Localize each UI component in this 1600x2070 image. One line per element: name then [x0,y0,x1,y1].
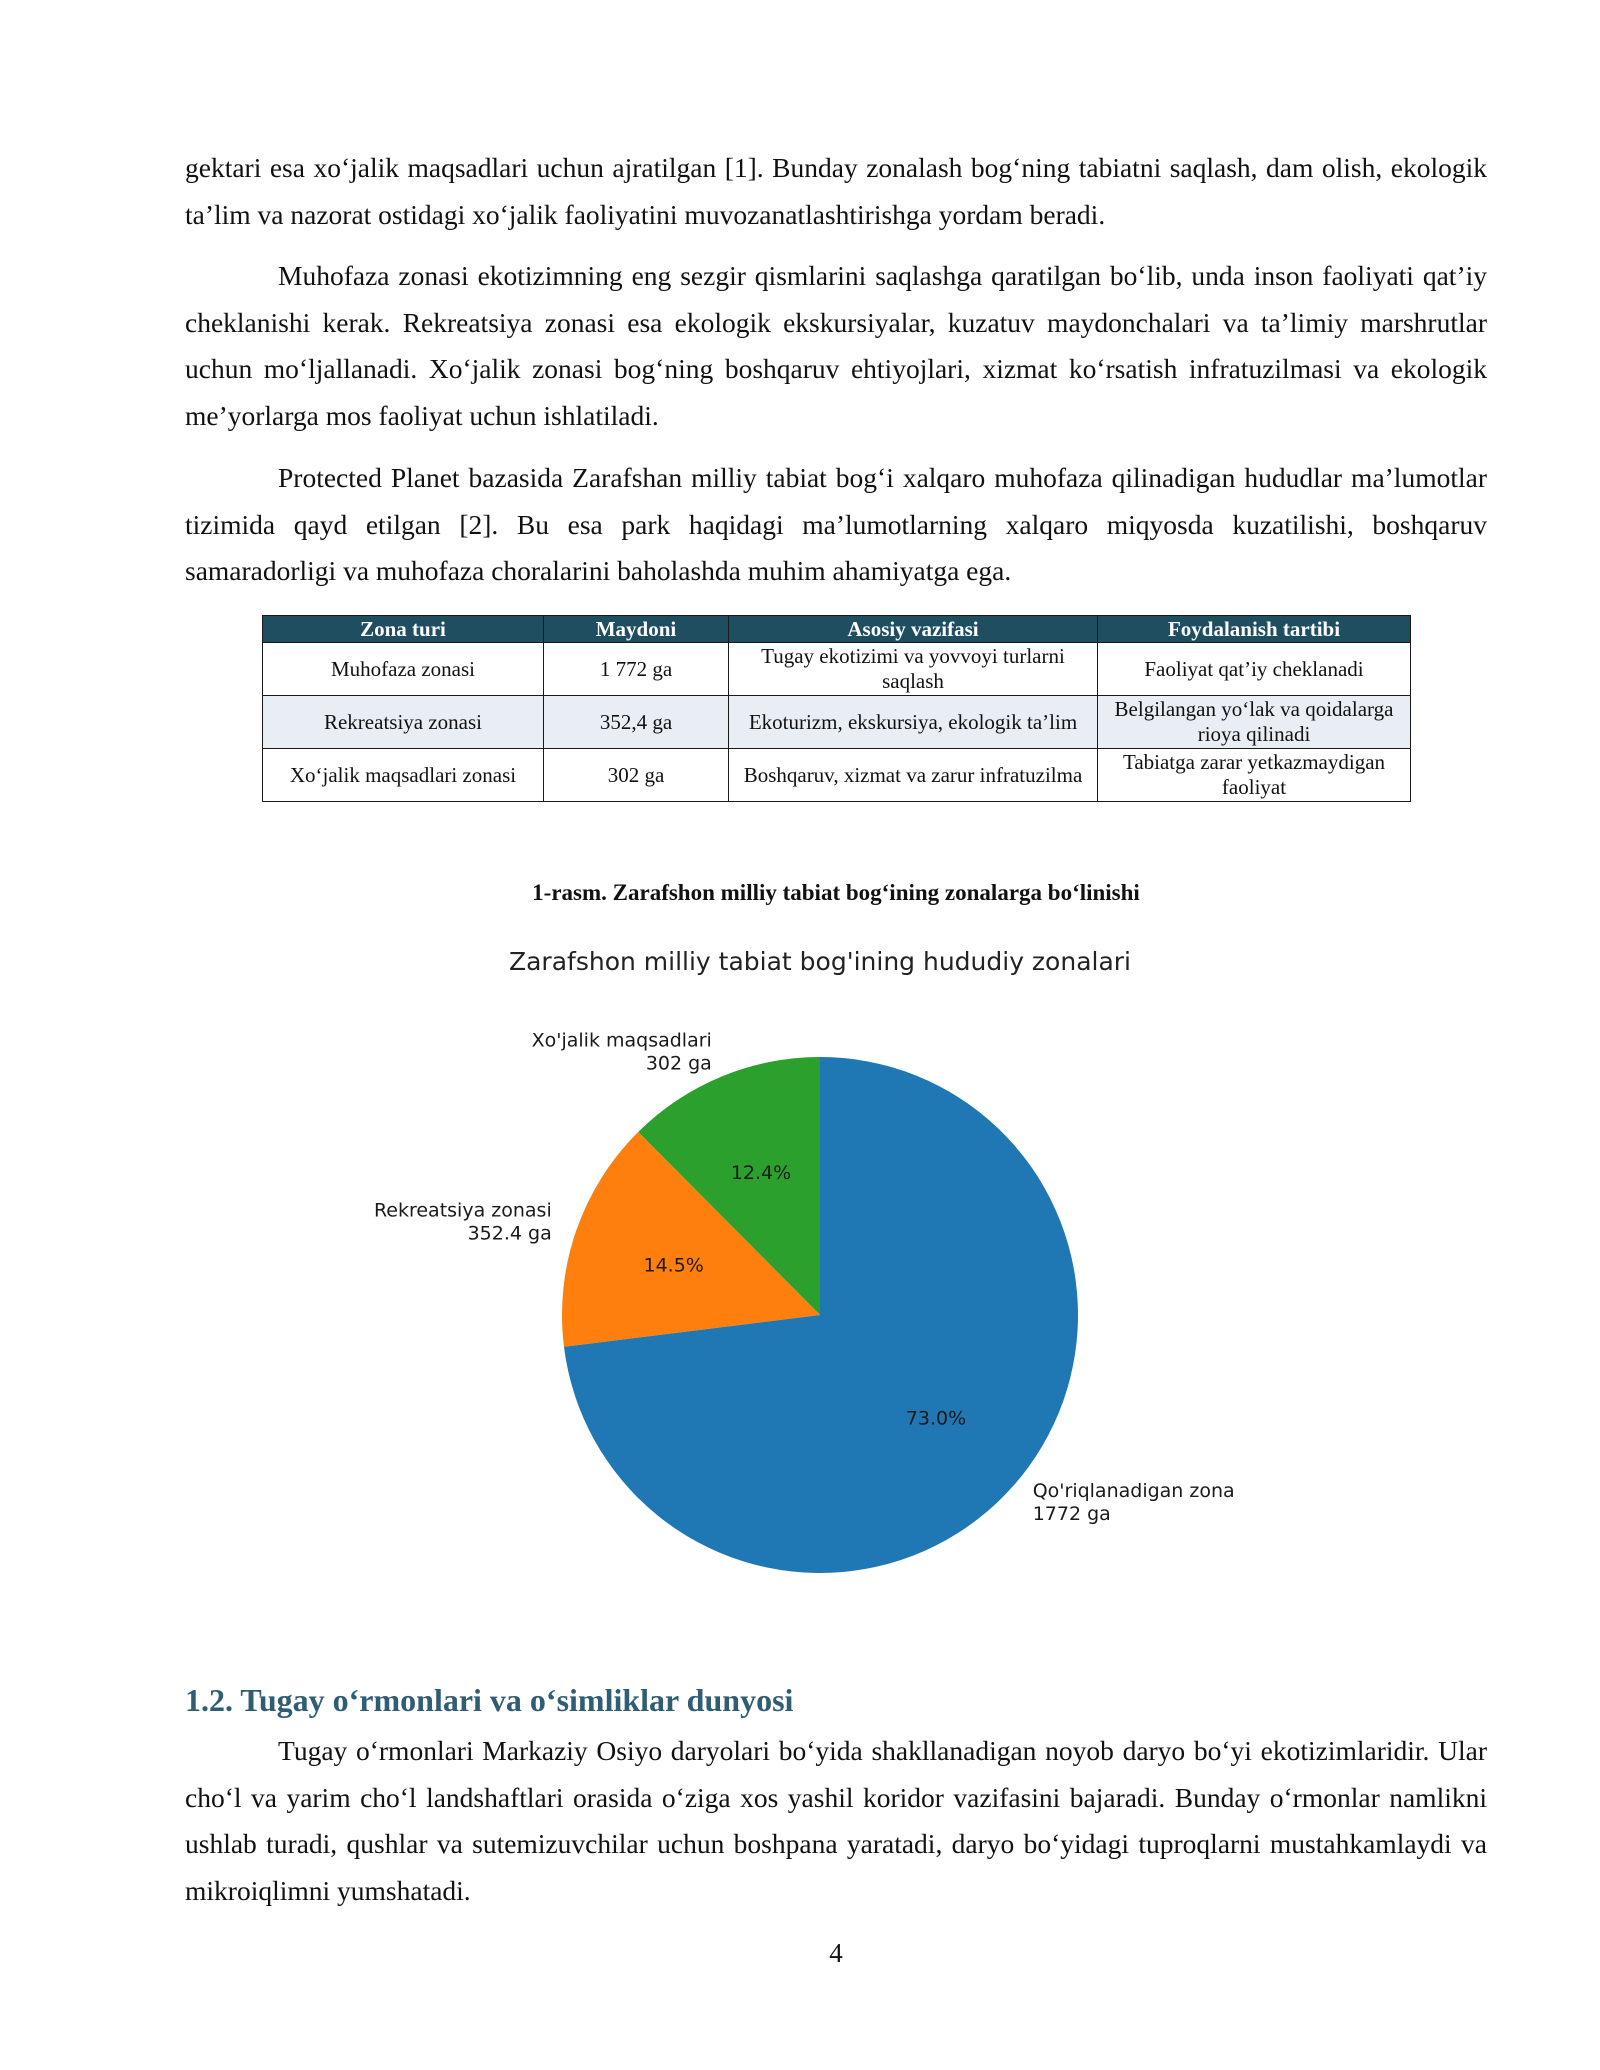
table-header-usage-regime: Foydalanish tartibi [1098,616,1411,643]
table-header-main-function: Asosiy vazifasi [729,616,1098,643]
table-cell: Belgilangan yo‘lak va qoidalarga rioya qilinadi [1098,696,1411,749]
paragraph-protected-planet: Protected Planet bazasida Zarafshan milliy tabiat bog‘i xalqaro muhofaza qilinadigan hududlar ma’lumotlar tizimida qayd etilgan [2]. Bu esa park haqidagi ma’lumotlarning xalqaro miqyosda kuzatilishi, boshqaruv samaradorligi va muhofaza choralarini baholashda muhim ahamiyatga ega. [185,462,1487,586]
pie-slice-label: Rekreatsiya zonasi 352.4 ga [373,1199,552,1245]
paragraph-tugay-forests: Tugay o‘rmonlari Markaziy Osiyo daryolari bo‘yida shakllanadigan noyob daryo bo‘yi ekotizimlaridir. Ular cho‘l va yarim cho‘l landshaftlari orasida o‘ziga xos yashil koridor vazifasini bajaradi. Bunday o‘rmonlar namlikni ushlab turadi, qushlar va sutemizuvchilar uchun boshpana yaratadi, daryo bo‘yidagi tuproqlarni mustahkamlaydi va mikroiqlimni yumshatadi. [185,1735,1487,1906]
table-cell: Faoliyat qat’iy cheklanadi [1098,643,1411,696]
page-number: 4 [829,1938,843,1968]
pie-slice-label: Xo'jalik maqsadlari 302 ga [531,1029,712,1075]
table-row [263,643,1411,696]
pie-percent-label: 12.4% [730,1161,792,1184]
pie-percent-label: 14.5% [643,1254,704,1277]
table-row [263,749,1411,802]
table-header-row [263,616,1411,643]
table-cell: 302 ga [544,749,729,802]
table-cell: 1 772 ga [544,643,729,696]
zones-table [262,615,1411,802]
table-cell: Boshqaruv, xizmat va zarur infratuzilma [729,749,1098,802]
table-cell: Tugay ekotizimi va yovvoyi turlarni saqlash [729,643,1098,696]
table-cell: 352,4 ga [544,696,729,749]
paragraph-zone-functions: Muhofaza zonasi ekotizimning eng sezgir qismlarini saqlashga qaratilgan bo‘lib, unda inson faoliyati qat’iy cheklanishi kerak. Rekreatsiya zonasi esa ekologik ekskursiyalar, kuzatuv maydonchalari va ta’limiy marshrutlar uchun mo‘ljallanadi. Xo‘jalik zonasi bog‘ning boshqaruv ehtiyojlari, xizmat ko‘rsatish infratuzilmasi va ekologik me’yorlarga mos faoliyat uchun ishlatiladi. [185,260,1487,431]
table-cell: Tabiatga zarar yetkazmaydigan faoliyat [1098,749,1411,802]
section-heading: 1.2. Tugay o‘rmonlari va o‘simliklar dunyosi [185,1682,794,1718]
figure-caption: 1-rasm. Zarafshon milliy tabiat bog‘ining zonalarga bo‘linishi [532,880,1140,905]
table-header-area: Maydoni [544,616,729,643]
chart-title: Zarafshon milliy tabiat bog'ining hududiy zonalari [508,947,1132,976]
table-cell: Xo‘jalik maqsadlari zonasi [263,749,544,802]
paragraph-zoning-summary: gektari esa xo‘jalik maqsadlari uchun ajratilgan [1]. Bunday zonalash bog‘ning tabiatni saqlash, dam olish, ekologik ta’lim va nazorat ostidagi xo‘jalik faoliyatini muvozanatlashtirishga yordam beradi. [185,152,1487,230]
table-cell: Rekreatsiya zonasi [263,696,544,749]
table-cell: Muhofaza zonasi [263,643,544,696]
table-header-zone-type: Zona turi [263,616,544,643]
table-row [263,696,1411,749]
pie-slice-label: Qo'riqlanadigan zona 1772 ga [1032,1479,1235,1525]
pie-chart [300,930,1400,1590]
table-cell: Ekoturizm, ekskursiya, ekologik ta’lim [729,696,1098,749]
pie-percent-label: 73.0% [905,1407,967,1430]
